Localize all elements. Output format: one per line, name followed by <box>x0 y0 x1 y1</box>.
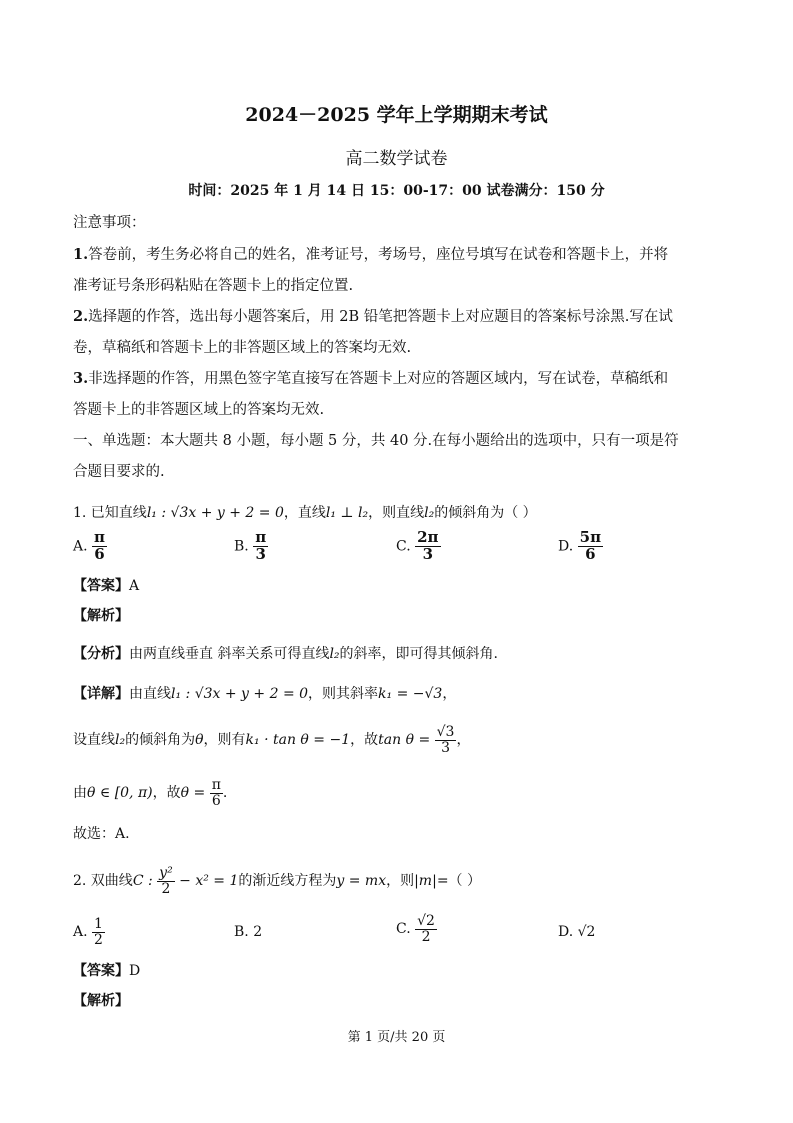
q1-xj3-range: θ ∈ [0, π) <box>87 785 153 802</box>
q1-xiangjie-line1 <box>73 683 456 703</box>
q2-option-c-num: √2 <box>417 913 435 929</box>
q1-option-a-num: π <box>94 528 105 546</box>
q1-xj1-a: 由直线 <box>129 686 171 702</box>
notice-item-1-num: 1. <box>73 246 89 263</box>
q2-y2-den: 2 <box>161 880 171 897</box>
q1-xj2-e: ， <box>456 732 471 749</box>
q1-answer-value: A <box>129 578 140 594</box>
q2-option-c-den: 2 <box>421 928 431 945</box>
notice-item-1-line1: 答卷前，考生务必将自己的姓名，准考证号，考场号，座位号填写在试卷和答题卡上，并将 <box>88 247 669 263</box>
q1-answer <box>73 575 139 595</box>
q1-choose: 故选：A. <box>73 826 130 842</box>
q2-option-b-label: B. <box>234 924 249 940</box>
q2-mid2: ，则 <box>386 873 415 890</box>
q1-mid: ，直线 <box>283 505 326 521</box>
q1-option-c-den: 3 <box>422 544 434 563</box>
q1-fenxi-l2: l₂ <box>329 646 340 662</box>
q1-xj2-tan: tan θ = <box>378 732 431 749</box>
section-heading-line2: 合题目要求的. <box>73 464 165 480</box>
q1-xj2-b: 的倾斜角为 <box>125 732 196 749</box>
q1-option-c-num: 2π <box>417 528 439 546</box>
q2-option-d-label: D. <box>558 924 574 940</box>
q2-mid: 的渐近线方程为 <box>238 873 337 890</box>
q2-absm: |m| <box>414 873 437 890</box>
q1-xj1-c: ， <box>442 686 457 702</box>
q1-perpendicular: l₁ ⊥ l₂ <box>325 505 369 521</box>
q2-analysis-label: 【解析】 <box>73 993 129 1009</box>
q1-option-c <box>396 530 441 563</box>
q2-prefix: 2. 双曲线 <box>73 873 133 890</box>
q2-answer-value: D <box>129 963 141 979</box>
q1-option-a <box>73 530 107 563</box>
q1-fenxi-tag: 【分析】 <box>73 646 129 662</box>
q1-xj2-c: ，则有 <box>203 732 246 749</box>
q1-xiangjie-line2 <box>73 725 470 755</box>
q1-option-b-num: π <box>255 528 267 546</box>
notice-item-3-line2: 答题卡上的非答题区域上的答案均无效. <box>73 402 325 418</box>
notice-item-1-line2: 准考证号条形码粘贴在答题卡上的指定位置. <box>73 278 354 294</box>
q1-option-b-den: 3 <box>255 544 266 563</box>
q2-option-b-value: 2 <box>253 924 263 940</box>
q1-xj3-num: π <box>211 777 221 793</box>
q2-option-a-num: 1 <box>94 916 103 932</box>
exam-subtitle: 高二数学试卷 <box>345 149 448 169</box>
q2-c: C : <box>132 873 153 890</box>
q2-option-c <box>396 914 437 944</box>
q1-xj1-k: k₁ = −√3 <box>378 686 443 702</box>
q1-fenxi-a: 由两直线垂直 斜率关系可得直线 <box>129 646 330 662</box>
q1-xj2-a: 设直线 <box>73 732 115 749</box>
q1-xj3-b: ，故 <box>152 785 181 802</box>
notice-item-2-num: 2. <box>73 308 89 325</box>
question-1-stem <box>73 502 537 522</box>
q1-analysis-tag <box>73 605 129 625</box>
notice-item-2-line2: 卷，草稿纸和答题卡上的非答题区域上的答案均无效. <box>73 340 412 356</box>
q2-rest: − x² = 1 <box>179 873 239 890</box>
q2-answer <box>73 960 140 980</box>
q2-answer-tag: 【答案】 <box>73 963 129 979</box>
q1-xj1-eq: l₁ : √3x + y + 2 = 0 <box>171 686 309 702</box>
q1-xiangjie-tag: 【详解】 <box>73 686 129 702</box>
q1-fenxi <box>73 643 498 663</box>
q1-xj2-l2: l₂ <box>115 732 126 749</box>
notice-item-3-line1: 非选择题的作答，用黑色签字笔直接写在答题卡上对应的答题区域内，写在试卷，草稿纸和 <box>88 371 669 387</box>
q1-option-d <box>558 530 603 563</box>
q1-suffix: 的倾斜角为（ ） <box>434 505 537 521</box>
q1-analysis-label: 【解析】 <box>73 608 129 624</box>
q2-option-b <box>234 924 262 940</box>
q1-option-b-label: B. <box>234 538 249 555</box>
q2-option-c-label: C. <box>396 921 411 938</box>
q1-option-a-den: 6 <box>94 544 105 563</box>
notice-item-1 <box>73 243 668 264</box>
q2-analysis-tag <box>73 990 129 1010</box>
q1-option-d-den: 6 <box>585 544 596 563</box>
q1-option-d-num: 5π <box>579 528 602 546</box>
q2-option-d-value: √2 <box>577 924 596 940</box>
notice-item-2-line1: 选择题的作答，选出每小题答案后，用 2B 铅笔把答题卡上对应题目的答案标号涂黑.写在试 <box>88 309 673 325</box>
q1-option-b <box>234 530 268 563</box>
q1-xj2-d: ，故 <box>350 732 379 749</box>
q1-option-a-label: A. <box>73 538 88 555</box>
q2-suffix: =（ ） <box>436 873 481 890</box>
q1-option-d-label: D. <box>558 538 574 555</box>
q2-option-a-label: A. <box>73 924 88 941</box>
q2-option-a-den: 2 <box>94 931 103 948</box>
q2-asym: y = mx <box>336 873 387 890</box>
q1-xj2-eq: k₁ · tan θ = −1 <box>245 732 351 749</box>
notice-item-2 <box>73 305 673 326</box>
q1-xj1-b: ，则其斜率 <box>308 686 379 702</box>
q1-tan-den: 3 <box>441 739 451 756</box>
q1-equation: l₁ : √3x + y + 2 = 0 <box>146 505 284 521</box>
q1-xj3-c: . <box>222 785 228 802</box>
q2-option-a <box>73 917 105 947</box>
q1-option-c-label: C. <box>396 538 411 555</box>
exam-info: 时间：2025 年 1 月 14 日 15：00-17：00 试卷满分：150 分 <box>188 183 605 199</box>
question-2-stem <box>73 866 481 896</box>
q1-prefix: 1. 已知直线 <box>73 505 147 521</box>
q1-xj3-theta: θ = <box>180 785 206 802</box>
q1-tan-num: √3 <box>436 724 455 740</box>
q1-fenxi-b: 的斜率，即可得其倾斜角. <box>339 646 498 662</box>
q2-option-d <box>558 924 595 940</box>
page-footer: 第 1 页/共 20 页 <box>347 1030 446 1045</box>
q1-xj3-den: 6 <box>211 792 221 809</box>
q1-answer-tag: 【答案】 <box>73 578 129 594</box>
q2-y2-num: y² <box>159 865 173 881</box>
q1-xiangjie-line3 <box>73 778 227 808</box>
notice-heading: 注意事项： <box>73 215 146 231</box>
exam-title: 2024－2025 学年上学期期末考试 <box>245 104 548 126</box>
q1-mid2: ，则直线 <box>368 505 425 521</box>
q1-xj3-a: 由 <box>73 785 87 802</box>
q1-xj2-theta: θ <box>195 732 204 749</box>
section-heading-line1: 一、单选题：本大题共 8 小题，每小题 5 分，共 40 分.在每小题给出的选项中，只有一项是符 <box>73 433 679 449</box>
notice-item-3 <box>73 367 668 388</box>
q1-l2: l₂ <box>424 505 435 521</box>
notice-item-3-num: 3. <box>73 370 89 387</box>
